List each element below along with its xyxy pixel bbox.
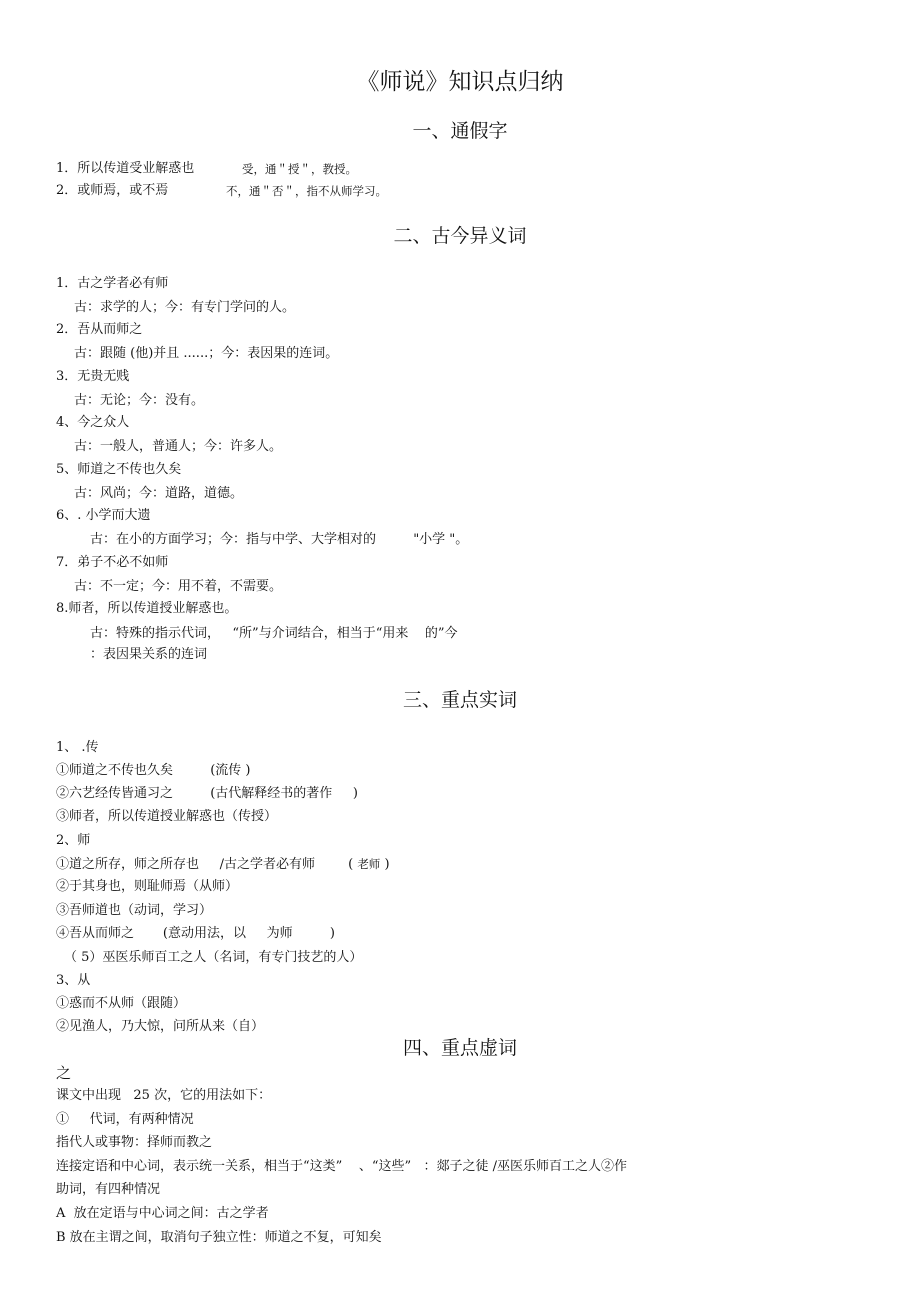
guji-item-3: 3．无贵无贱 (56, 369, 130, 384)
guji-item-2-note: 古：跟随 (他)并且 ......；今：表因果的连词。 (74, 346, 339, 361)
shici-line-7: ②于其身也，则耻师焉（从师） (56, 879, 239, 894)
shici-line-10: （ 5）巫医乐师百工之人（名词，有专门技艺的人） (64, 950, 363, 965)
shici-line-3: ②六艺经传皆通习之 (古代解释经书的著作 ) (56, 786, 358, 801)
guji-item-1: 1．古之学者必有师 (56, 276, 169, 291)
shici-line-6-close: ) (380, 857, 390, 872)
guji-item-5: 5、师道之不传也久矣 (56, 462, 182, 477)
tongjia-item-1: 1．所以传道受业解惑也 (56, 161, 195, 176)
shici-line-13: ②见渔人，乃大惊，问所从来（自） (56, 1019, 265, 1034)
section-heading-shici: 三、重点实词 (402, 689, 517, 711)
guji-item-8: 8.师者，所以传道授业解惑也。 (56, 601, 238, 616)
shici-line-6 (56, 856, 390, 873)
guji-item-4: 4、今之众人 (56, 415, 130, 430)
guji-item-5-note: 古：风尚；今：道路，道德。 (74, 486, 244, 501)
shici-line-8: ③吾师道也（动词，学习） (56, 903, 213, 918)
guji-item-2: 2．吾从而师之 (56, 322, 143, 337)
tongjia-item-1-note: 受，通＂授＂，教授。 (242, 162, 357, 176)
section-heading-guji: 二、古今异义词 (393, 225, 527, 247)
shici-line-12: ①惑而不从师（跟随） (56, 996, 187, 1011)
guji-item-6: 6、. 小学而大遗 (56, 508, 151, 523)
page-title: 《师说》知识点归纳 (356, 69, 564, 95)
xuci-line-2: 课文中出现 25 次，它的用法如下： (56, 1088, 272, 1103)
xuci-line-7: A 放在定语与中心词之间：古之学者 (56, 1206, 269, 1221)
guji-item-4-note: 古：一般人，普通人；今：许多人。 (74, 439, 283, 454)
tongjia-item-2-note: 不，通＂否＂，指不从师学习。 (226, 184, 387, 198)
shici-line-9: ④吾从而师之 (意动用法，以 为师 ) (56, 926, 335, 941)
guji-item-7-note: 古：不一定；今：用不着，不需要。 (74, 579, 283, 594)
guji-item-1-note: 古：求学的人；今：有专门学问的人。 (74, 300, 296, 315)
xuci-line-8: B 放在主谓之间，取消句子独立性：师道之不复，可知矣 (56, 1230, 382, 1245)
guji-item-8-note-line-2: ：表因果关系的连词 (90, 647, 208, 662)
guji-item-8-note-line-1: 古：特殊的指示代词， “所”与介词结合，相当于“用来 的”今 (90, 626, 458, 641)
xuci-line-5: 连接定语和中心词，表示统一关系，相当于“这类” 、“这些” ：郯子之徒 /巫医乐师百工之人②作 (56, 1159, 628, 1174)
tongjia-item-2: 2．或师焉，或不焉 (56, 183, 169, 198)
xuci-line-1: 之 (56, 1064, 72, 1082)
shici-line-1: 1、 .传 (56, 740, 99, 755)
section-heading-tongjia: 一、通假字 (412, 120, 508, 142)
guji-item-7: 7．弟子不必不如师 (56, 555, 169, 570)
guji-item-6-note: 古：在小的方面学习；今：指与中学、大学相对的 "小学 "。 (90, 532, 469, 547)
shici-line-6-text: ①道之所存，师之所存也 /古之学者必有师 ( (56, 857, 358, 872)
guji-item-3-note: 古：无论；今：没有。 (74, 393, 205, 408)
shici-line-11: 3、从 (56, 973, 91, 988)
xuci-line-4: 指代人或事物：择师而教之 (56, 1135, 213, 1150)
shici-line-4: ③师者，所以传道授业解惑也（传授） (56, 809, 278, 824)
shici-line-6-gloss: 老师 (357, 857, 381, 871)
shici-line-2: ①师道之不传也久矣 (流传 ) (56, 763, 251, 778)
xuci-line-6: 助词，有四种情况 (56, 1182, 161, 1197)
shici-line-5: 2、师 (56, 833, 91, 848)
xuci-line-3: ① 代词，有两种情况 (56, 1112, 194, 1127)
section-heading-xuci: 四、重点虚词 (402, 1037, 517, 1059)
